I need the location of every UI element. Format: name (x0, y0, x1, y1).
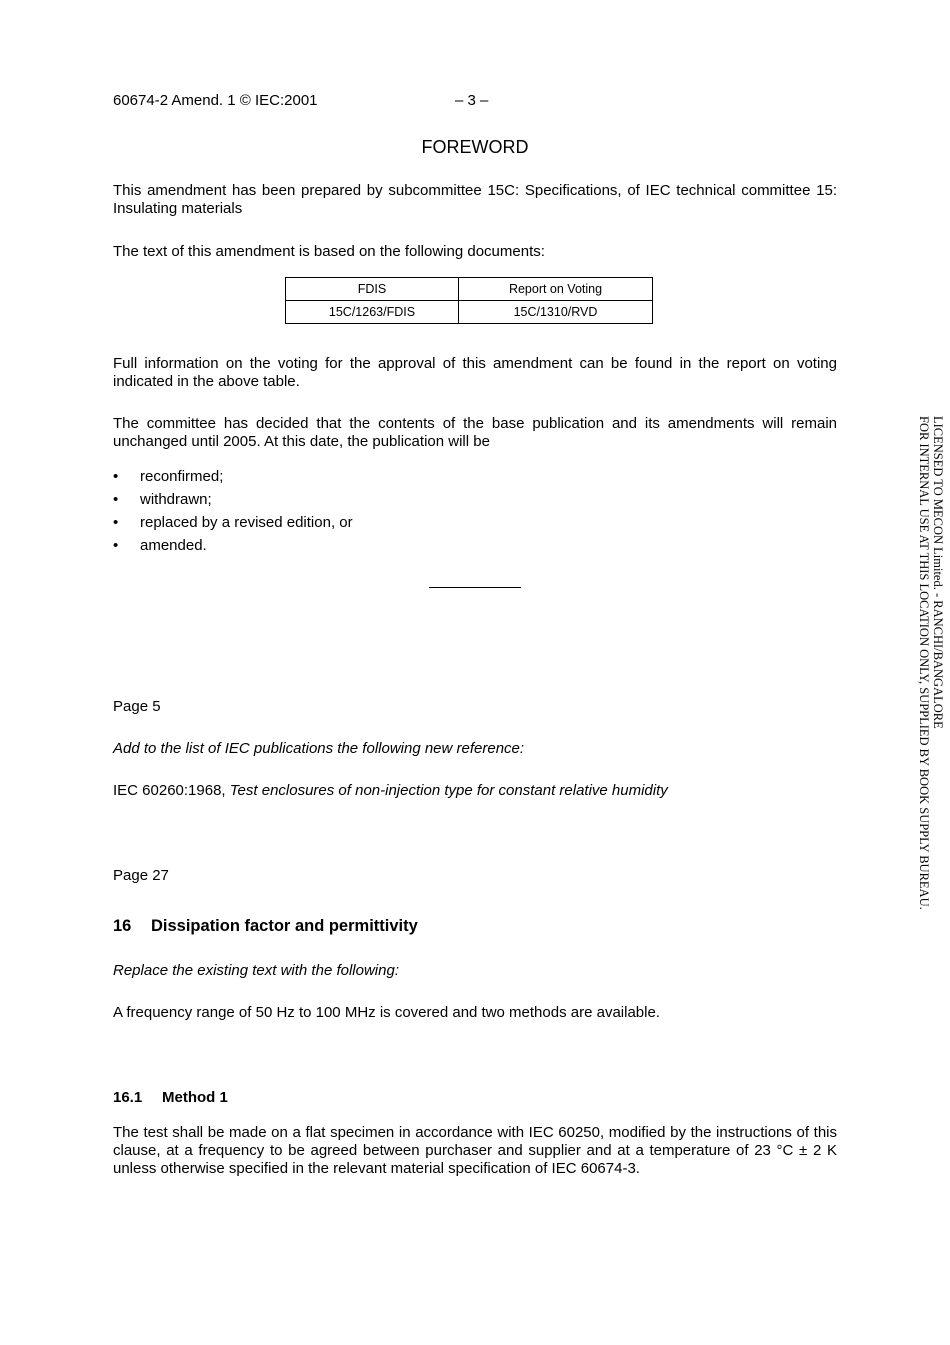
new-reference (113, 782, 668, 799)
bullet-icon: • (113, 537, 119, 554)
list-item (113, 490, 353, 513)
subsection-title: Method 1 (162, 1089, 228, 1106)
foreword-paragraph-1: This amendment has been prepared by subcommittee 15C: Specifications, of IEC technical committee 15: Insulating materials (113, 182, 837, 217)
foreword-paragraph-3: Full information on the voting for the approval of this amendment can be found in the report on voting indicated in the above table. (113, 355, 837, 390)
section-number: 16 (113, 917, 132, 935)
license-watermark (917, 416, 945, 910)
table-header-cell: Report on Voting (459, 278, 653, 301)
watermark-line-1: LICENSED TO MECON Limited. - RANCHI/BANGALORE (931, 416, 945, 729)
method-1-paragraph: The test shall be made on a flat specimen in accordance with IEC 60250, modified by the instructions of this clause, at a frequency to be agreed between purchaser and supplier and at a temperature of 23 °C ± 2 K unless otherwise specified in the relevant material specification of IEC 60674-3. (113, 1124, 837, 1177)
foreword-paragraph-2: The text of this amendment is based on the following documents: (113, 243, 545, 260)
documents-table (285, 277, 653, 324)
list-item-text: reconfirmed; (140, 468, 224, 485)
page-5-label: Page 5 (113, 698, 161, 715)
bullet-icon: • (113, 514, 119, 531)
list-item-text: withdrawn; (140, 491, 212, 508)
table-cell: 15C/1310/RVD (459, 301, 653, 324)
section-divider (429, 587, 521, 588)
reference-id: IEC 60260:1968, (113, 782, 226, 799)
table-cell: 15C/1263/FDIS (286, 301, 459, 324)
list-item (113, 513, 353, 536)
list-item (113, 467, 353, 490)
page-27-instruction: Replace the existing text with the following: (113, 962, 399, 979)
bullet-icon: • (113, 468, 119, 485)
list-item (113, 536, 353, 559)
bullet-list (113, 467, 353, 559)
watermark-line-2: FOR INTERNAL USE AT THIS LOCATION ONLY, SUPPLIED BY BOOK SUPPLY BUREAU. (917, 416, 931, 910)
section-16-heading (113, 917, 418, 936)
foreword-paragraph-4: The committee has decided that the contents of the base publication and its amendments will remain unchanged until 2005. At this date, the publication will be (113, 415, 837, 450)
reference-title: Test enclosures of non-injection type for constant relative humidity (229, 782, 668, 799)
header-page-number: – 3 – (455, 92, 489, 109)
section-title: Dissipation factor and permittivity (151, 917, 418, 935)
header-doc-id: 60674-2 Amend. 1 © IEC:2001 (113, 92, 318, 109)
page-27-text: A frequency range of 50 Hz to 100 MHz is covered and two methods are available. (113, 1004, 660, 1021)
table-header-cell: FDIS (286, 278, 459, 301)
table-row (286, 301, 653, 324)
bullet-icon: • (113, 491, 119, 508)
page-27-label: Page 27 (113, 867, 169, 884)
table-header-row (286, 278, 653, 301)
section-16-1-heading (113, 1089, 228, 1106)
foreword-title: FOREWORD (421, 137, 529, 157)
subsection-number: 16.1 (113, 1089, 143, 1106)
page-5-instruction: Add to the list of IEC publications the following new reference: (113, 740, 525, 757)
list-item-text: amended. (140, 537, 207, 554)
list-item-text: replaced by a revised edition, or (140, 514, 353, 531)
